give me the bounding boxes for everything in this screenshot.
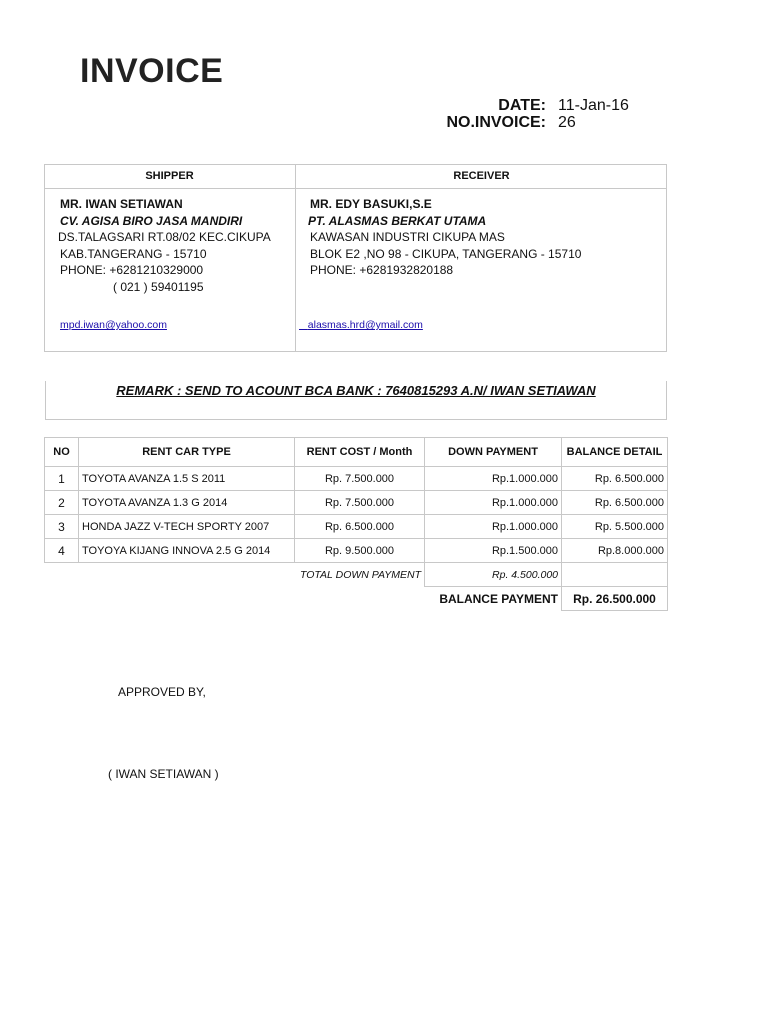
- row-balance: Rp. 6.500.000: [562, 467, 668, 491]
- receiver-address-line1: KAWASAN INDUSTRI CIKUPA MAS: [310, 230, 505, 244]
- signer-name: ( IWAN SETIAWAN ): [108, 767, 219, 781]
- table-row: [45, 491, 668, 515]
- shipper-address-line2: KAB.TANGERANG - 15710: [60, 246, 207, 261]
- receiver-email-link[interactable]: [299, 319, 423, 331]
- col-header-balance: BALANCE DETAIL: [562, 438, 668, 467]
- receiver-address-line2: BLOK E2 ,NO 98 - CIKUPA, TANGERANG - 15710: [310, 246, 582, 261]
- receiver-header: RECEIVER: [453, 170, 510, 182]
- invoice-number-label: NO.INVOICE:: [446, 114, 546, 131]
- table-row: [45, 539, 668, 563]
- shipper-address-line1: DS.TALAGSARI RT.08/02 KEC.CIKUPA: [58, 230, 271, 244]
- parties-header-divider: [44, 188, 667, 189]
- row-down-payment: Rp.1.000.000: [425, 467, 562, 491]
- row-rent-cost: Rp. 6.500.000: [295, 515, 425, 539]
- col-header-down: DOWN PAYMENT: [425, 438, 562, 467]
- row-rent-cost: Rp. 9.500.000: [295, 539, 425, 563]
- row-car-type: TOYOTA AVANZA 1.5 S 2011: [79, 467, 295, 491]
- parties-column-divider: [295, 164, 296, 352]
- row-car-type: TOYOYA KIJANG INNOVA 2.5 G 2014: [79, 539, 295, 563]
- row-car-type: TOYOTA AVANZA 1.3 G 2014: [79, 491, 295, 515]
- row-rent-cost: Rp. 7.500.000: [295, 491, 425, 515]
- row-down-payment: Rp.1.500.000: [425, 539, 562, 563]
- row-no: 1: [45, 467, 79, 491]
- shipper-header: SHIPPER: [145, 170, 194, 182]
- shipper-email-link[interactable]: mpd.iwan@yahoo.com: [60, 319, 167, 331]
- total-down-label: TOTAL DOWN PAYMENT: [300, 568, 421, 581]
- row-no: 2: [45, 491, 79, 515]
- date-label: DATE:: [498, 97, 546, 114]
- row-down-payment: Rp.1.000.000: [425, 491, 562, 515]
- row-down-payment: Rp.1.000.000: [425, 515, 562, 539]
- date-value: 11-Jan-16: [558, 97, 629, 114]
- row-rent-cost: Rp. 7.500.000: [295, 467, 425, 491]
- rental-table: [44, 437, 668, 611]
- approved-by-label: APPROVED BY,: [118, 685, 206, 699]
- table-row: [45, 467, 668, 491]
- row-no: 3: [45, 515, 79, 539]
- remark-text: REMARK : SEND TO ACOUNT BCA BANK : 7640815293 A.N/ IWAN SETIAWAN: [116, 383, 596, 398]
- invoice-number-value: 26: [558, 114, 576, 131]
- receiver-name: MR. EDY BASUKI,S.E: [310, 197, 432, 211]
- table-row: [45, 515, 668, 539]
- total-down-row: [45, 563, 668, 587]
- balance-payment-row: [45, 587, 668, 611]
- row-balance: Rp.8.000.000: [562, 539, 668, 563]
- shipper-company: CV. AGISA BIRO JASA MANDIRI: [60, 213, 243, 228]
- invoice-title: INVOICE: [80, 52, 224, 90]
- shipper-phone: PHONE: +6281210329000: [60, 263, 204, 277]
- total-down-value: Rp. 4.500.000: [425, 563, 562, 587]
- col-header-no: NO: [45, 438, 79, 467]
- balance-payment-label: BALANCE PAYMENT: [439, 591, 558, 606]
- table-header-row: [45, 438, 668, 467]
- remark-bottom-border: [45, 419, 667, 420]
- receiver-email-text: alasmas.hrd@ymail.com: [307, 319, 423, 331]
- row-balance: Rp. 6.500.000: [562, 491, 668, 515]
- shipper-details: [59, 196, 271, 295]
- shipper-phone-alt: ( 021 ) 59401195: [113, 279, 204, 294]
- remark-right-border: [666, 381, 667, 420]
- row-car-type: HONDA JAZZ V-TECH SPORTY 2007: [79, 515, 295, 539]
- shipper-name: MR. IWAN SETIAWAN: [60, 197, 183, 211]
- col-header-type: RENT CAR TYPE: [79, 438, 295, 467]
- col-header-cost: RENT COST / Month: [295, 438, 425, 467]
- receiver-details: [310, 196, 581, 279]
- row-no: 4: [45, 539, 79, 563]
- receiver-phone: PHONE: +6281932820188: [310, 263, 454, 277]
- balance-payment-value: Rp. 26.500.000: [562, 587, 668, 611]
- receiver-company: PT. ALASMAS BERKAT UTAMA: [308, 213, 487, 228]
- total-down-empty-cell: [562, 563, 668, 587]
- row-balance: Rp. 5.500.000: [562, 515, 668, 539]
